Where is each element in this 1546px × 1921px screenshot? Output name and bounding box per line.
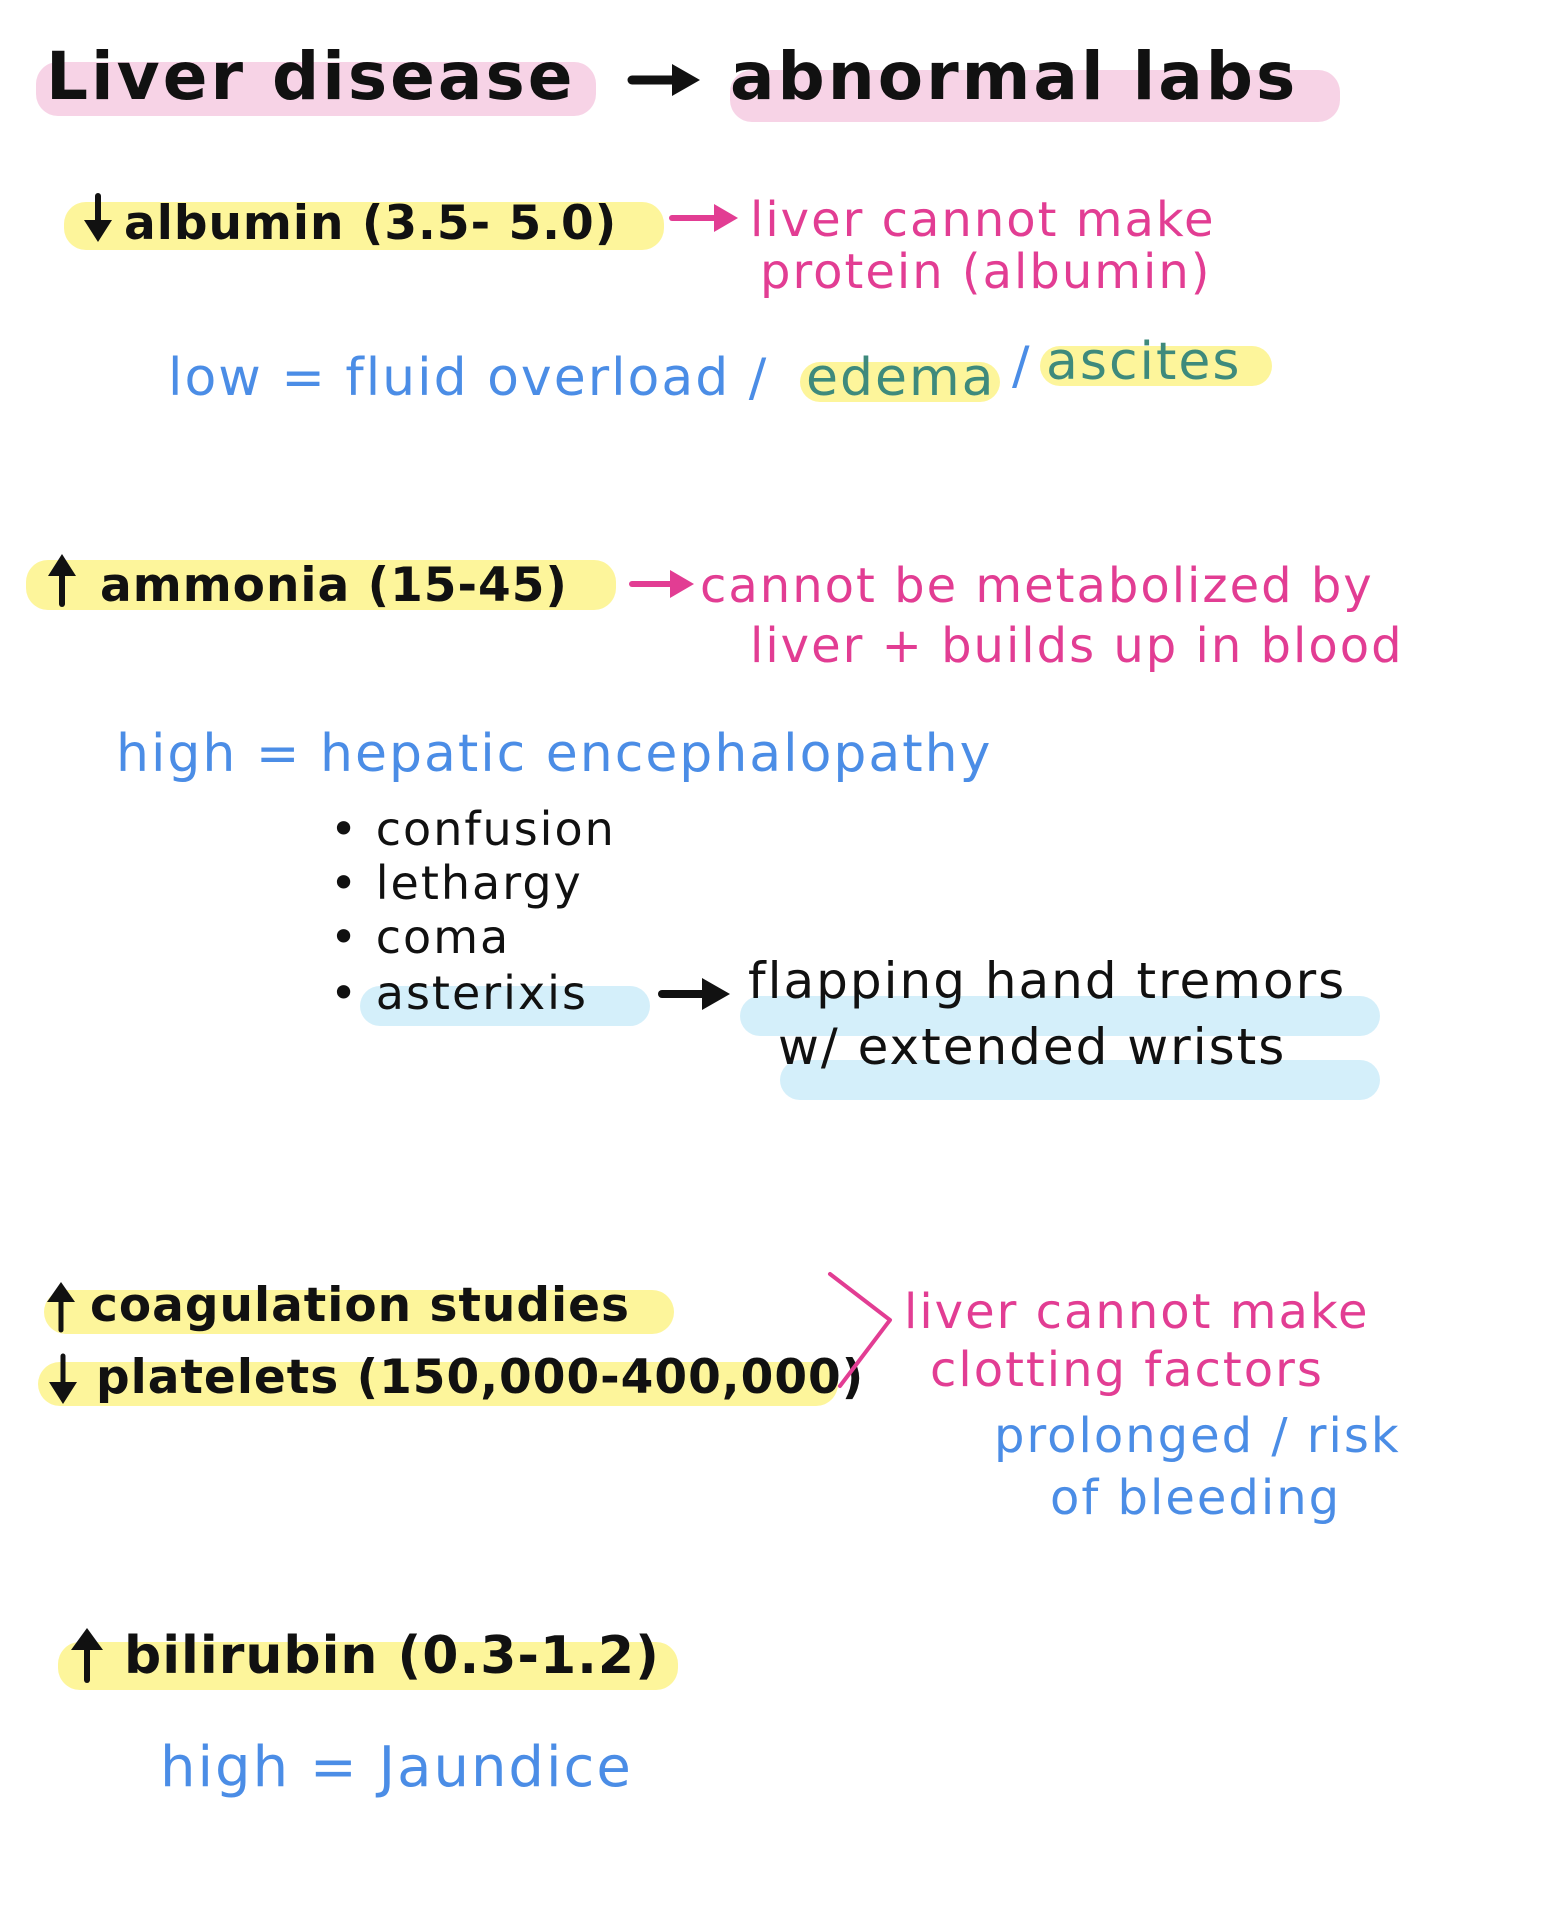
pink-arrow-icon [630,566,696,602]
symptom-label: coma [375,910,511,964]
down-arrow-icon [80,194,116,244]
right-arrow-icon [628,60,702,100]
title-right: abnormal labs [730,38,1299,115]
coagulation-label: coagulation studies [90,1278,630,1333]
coagulation-effect-line1: prolonged / risk [994,1408,1401,1464]
symptom-coma: • coma [330,910,511,964]
pink-arrow-icon [670,200,740,236]
up-arrow-icon [68,1626,106,1682]
coagulation-explanation-line1: liver cannot make [904,1284,1370,1340]
coagulation-explanation-line2: clotting factors [930,1342,1324,1398]
up-arrow-icon [44,552,80,606]
ammonia-effect: high = hepatic encephalopathy [116,724,993,784]
symptom-confusion: • confusion [330,802,616,856]
albumin-effect-separator: / [1012,336,1032,396]
brace-icon [826,1270,896,1390]
symptom-lethargy: • lethargy [330,856,583,910]
albumin-label: albumin (3.5- 5.0) [124,196,618,251]
albumin-effect-prefix: low = fluid overload / [168,348,769,408]
ammonia-explanation-line2: liver + builds up in blood [750,618,1404,674]
ammonia-label: ammonia (15-45) [100,558,568,613]
symptom-asterixis: • asterixis [330,966,588,1020]
platelets-label: platelets (150,000-400,000) [96,1350,865,1405]
right-arrow-icon [660,974,732,1014]
up-arrow-icon [44,1280,78,1332]
asterixis-note-line2: w/ extended wrists [778,1018,1287,1076]
bilirubin-effect: high = Jaundice [160,1735,633,1800]
bilirubin-label: bilirubin (0.3-1.2) [124,1626,660,1686]
ammonia-explanation-line1: cannot be metabolized by [700,558,1374,614]
title-left: Liver disease [46,38,576,115]
symptom-label: asterixis [375,966,588,1020]
down-arrow-icon [46,1354,80,1406]
albumin-effect-ascites: ascites [1046,332,1242,392]
symptom-label: confusion [375,802,616,856]
symptom-label: lethargy [375,856,583,910]
coagulation-effect-line2: of bleeding [1050,1470,1342,1526]
albumin-explanation-line1: liver cannot make [750,192,1216,248]
asterixis-note-line1: flapping hand tremors [748,952,1347,1010]
albumin-explanation-line2: protein (albumin) [760,244,1212,300]
albumin-effect-edema: edema [806,348,996,408]
